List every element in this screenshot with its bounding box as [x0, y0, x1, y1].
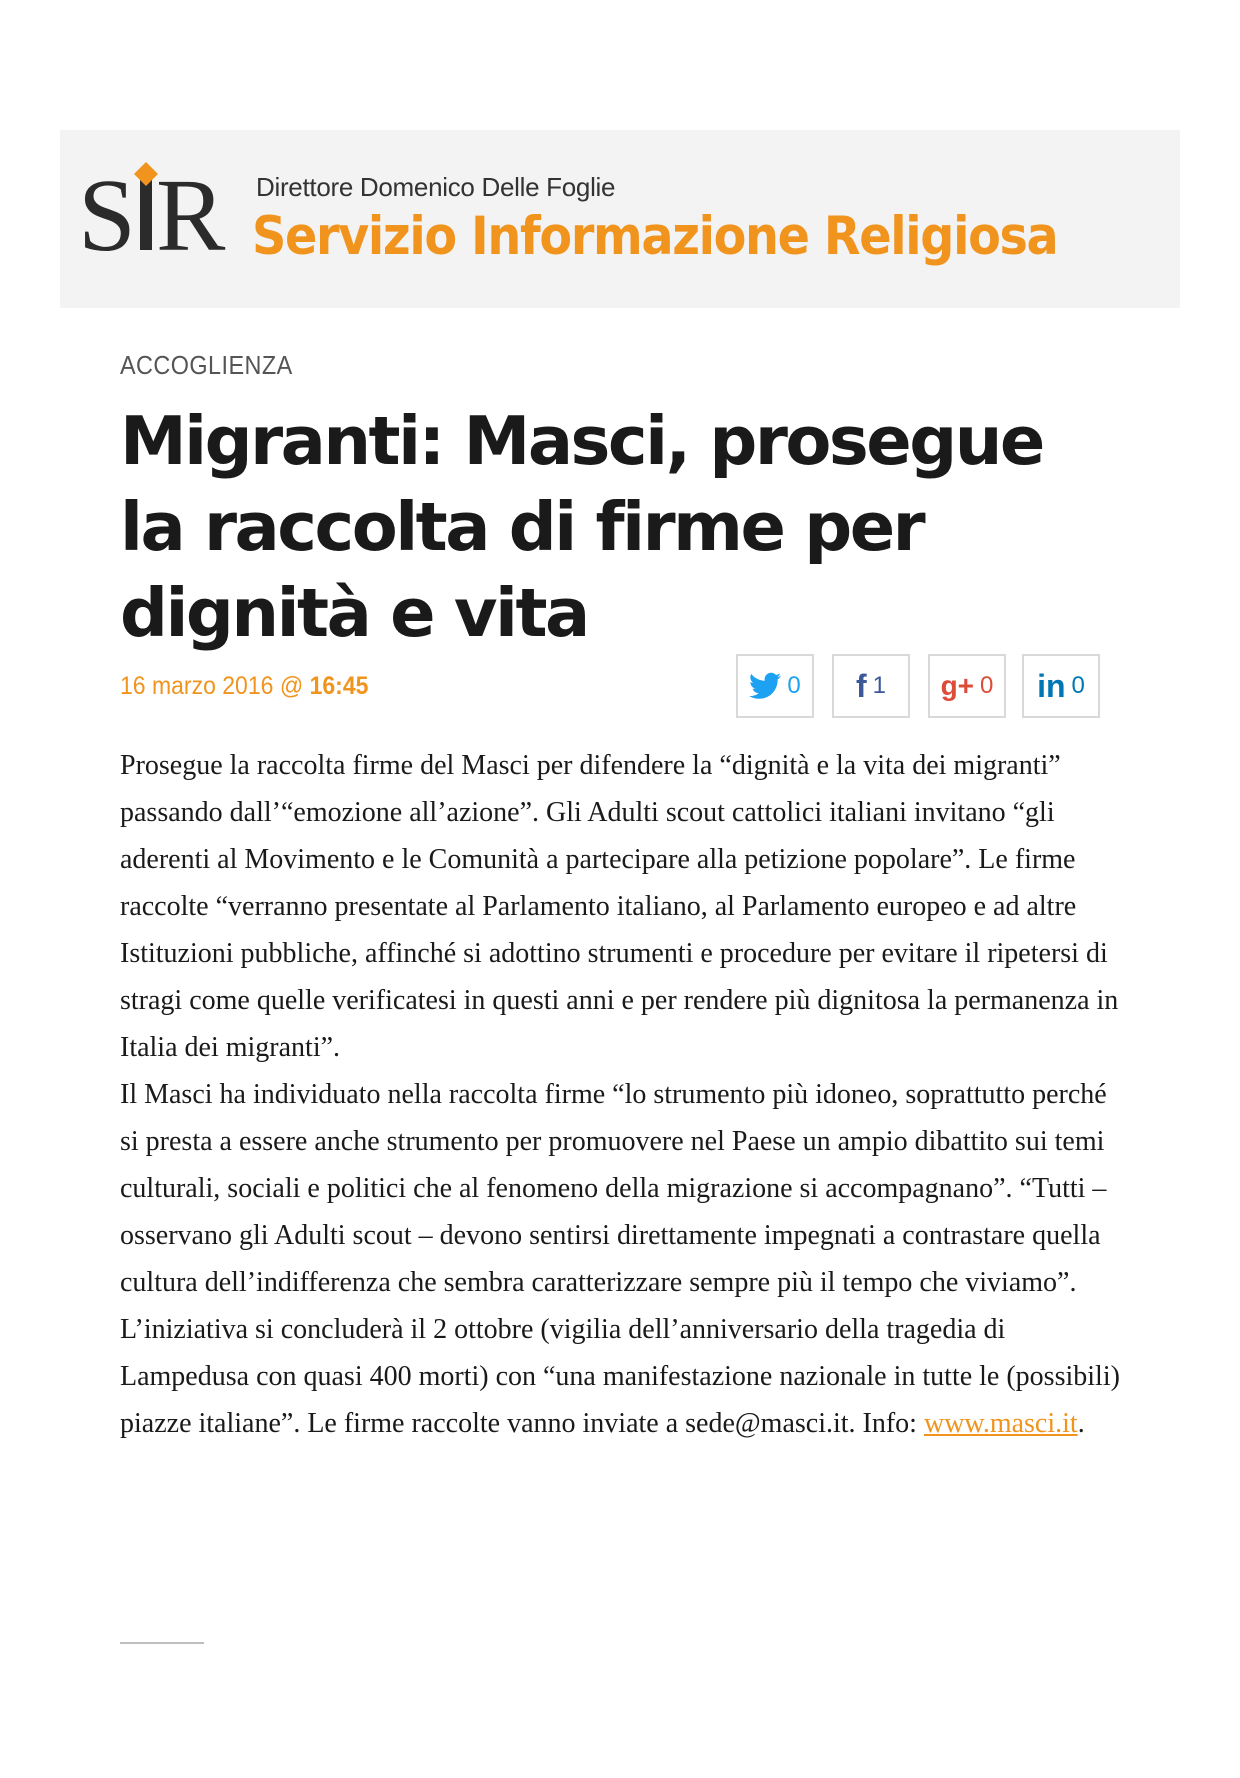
paragraph-text: Il Masci ha individuato nella raccolta firme “lo strumento più idoneo, soprattutto perché si presta a essere anche strumento per promuovere nel Paese un ampio dibattito sui temi culturali, sociali e politici che al fenomeno della migrazione si accompagnano”. “Tutti – osservano gli Adulti scout – devono sentirsi direttamente impegnati a contrastare quella cultura dell’indifferenza che sembra caratterizzare sempre più il tempo che viviamo”. L’iniziativa si concluderà il 2 ottobre (vigilia dell’anniversario della tragedia di Lampedusa con quasi 400 morti) con “una manifestazione nazionale in tutte le (possibili) piazze italiane”. Le firme raccolte vanno inviate a sede@masci.it. Info:	[120, 1079, 1120, 1439]
masci-link[interactable]: www.masci.it	[923, 1408, 1078, 1439]
brand-title[interactable]: Servizio Informazione Religiosa	[252, 206, 1058, 267]
share-linkedin-button[interactable]	[1022, 654, 1100, 718]
article-dateline	[120, 672, 368, 701]
share-google-plus-button[interactable]	[928, 654, 1006, 718]
svg-text:R: R	[156, 162, 226, 262]
share-facebook-count: 1	[872, 672, 886, 699]
paragraph-end: .	[1077, 1408, 1085, 1439]
share-twitter-button[interactable]	[736, 654, 814, 718]
section-label[interactable]: ACCOGLIENZA	[120, 350, 293, 380]
article-date: 16 marzo 2016 @	[120, 672, 304, 700]
article-time: 16:45	[309, 672, 369, 700]
share-twitter-count: 0	[787, 672, 801, 699]
linkedin-icon: in	[1037, 668, 1066, 704]
footer-divider	[120, 1642, 204, 1644]
facebook-icon: f	[855, 668, 867, 704]
twitter-icon	[749, 672, 781, 700]
google-plus-icon: g+	[940, 670, 975, 701]
article-paragraph: Prosegue la raccolta firme del Masci per difendere la “dignità e la vita dei migranti” passando dall’“emozione all’azione”. Gli Adulti scout cattolici italiani invitano “gli aderenti al Movimento e le Comunità a partecipare alla petizione popolare”. Le firme raccolte “verranno presentate al Parlamento italiano, al Parlamento europeo e ad altre Istituzioni pubbliche, affinché si adottino strumenti e procedure per evitare il ripetersi di stragi come quelle verificatesi in questi anni e per rendere più dignitosa la permanenza in Italia dei migranti”.	[120, 750, 1119, 1063]
sir-logo[interactable]	[78, 162, 250, 262]
article-title: Migranti: Masci, prosegue la raccolta di firme per dignità e vita	[120, 402, 1043, 652]
article-paragraph	[120, 1071, 1120, 1447]
masthead	[60, 130, 1180, 308]
director-line: Direttore Domenico Delle Foglie	[256, 172, 616, 202]
svg-text:S: S	[78, 162, 132, 262]
share-facebook-button[interactable]	[832, 654, 910, 718]
article-body	[120, 742, 1120, 1447]
share-google-plus-count: 0	[980, 672, 994, 699]
share-linkedin-count: 0	[1071, 672, 1085, 699]
